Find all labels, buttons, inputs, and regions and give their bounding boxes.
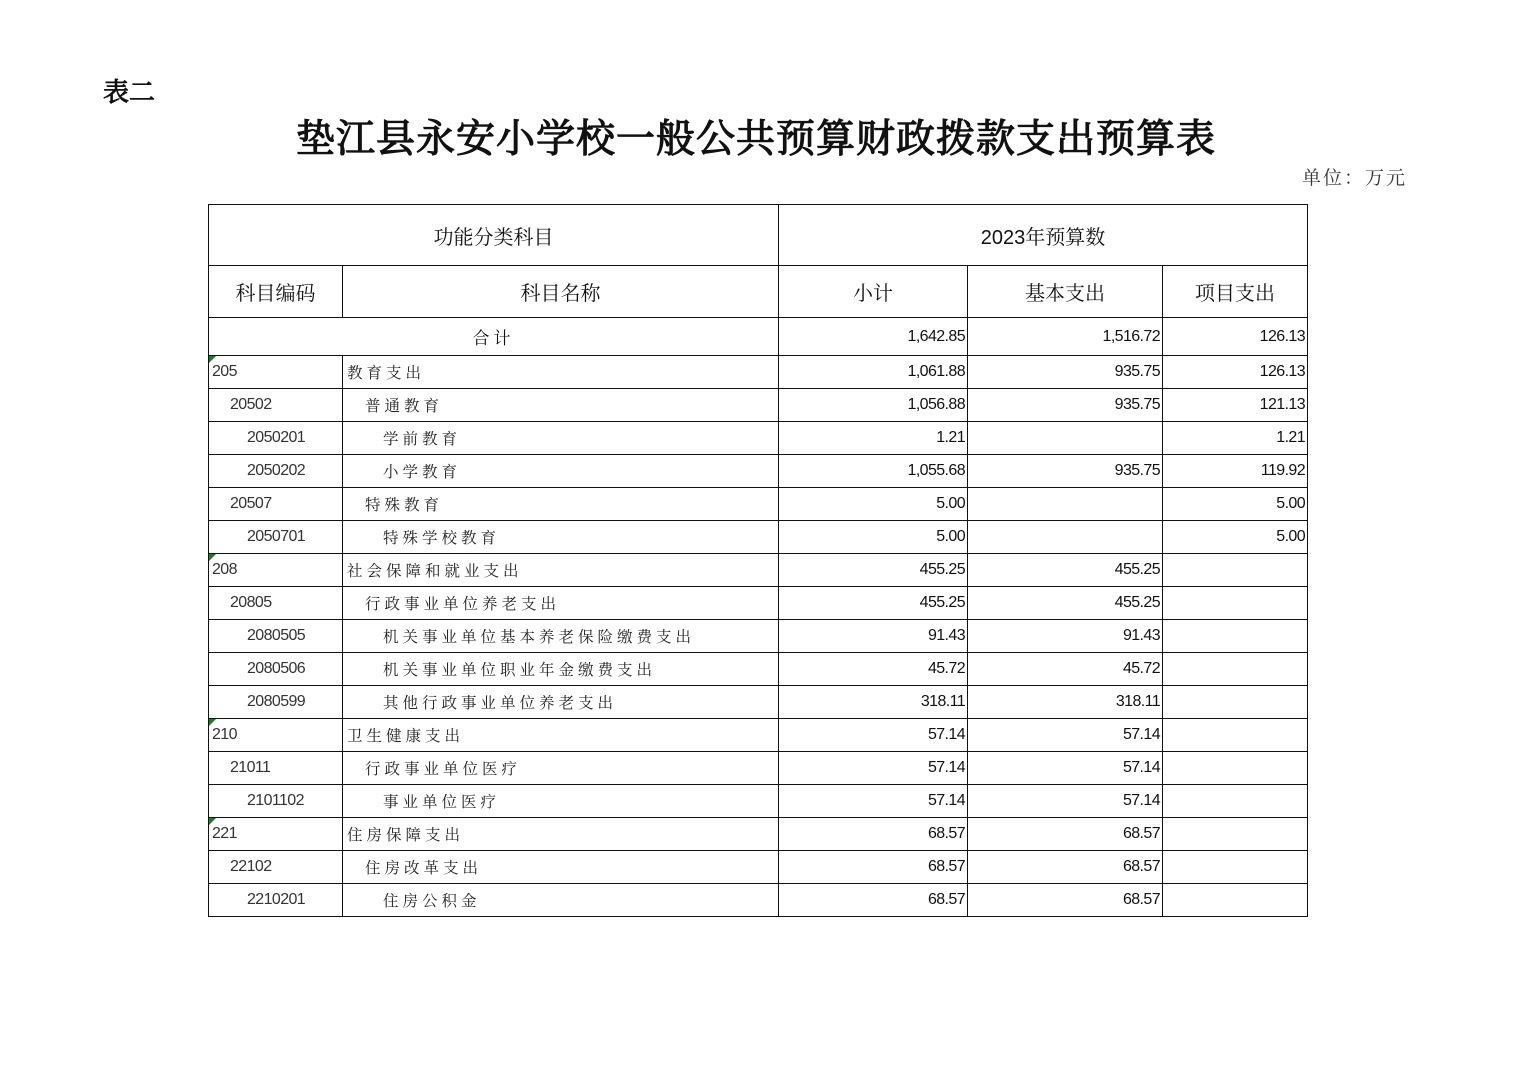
table-row xyxy=(209,455,1308,488)
total-label: 合计 xyxy=(209,318,779,356)
row-basic: 935.75 xyxy=(968,389,1163,422)
row-project xyxy=(1163,587,1308,620)
row-basic xyxy=(968,488,1163,521)
table-row xyxy=(209,851,1308,884)
row-project xyxy=(1163,719,1308,752)
table-row xyxy=(209,653,1308,686)
row-code-cell xyxy=(209,785,343,818)
row-name: 特殊教育 xyxy=(343,488,779,521)
row-subtotal: 1,056.88 xyxy=(779,389,968,422)
cell-marker-icon xyxy=(209,356,216,363)
row-subtotal: 455.25 xyxy=(779,554,968,587)
row-name: 机关事业单位基本养老保险缴费支出 xyxy=(343,620,779,653)
basic-column-header: 基本支出 xyxy=(968,266,1163,318)
project-column-header: 项目支出 xyxy=(1163,266,1308,318)
row-code: 20507 xyxy=(230,495,272,512)
row-basic: 68.57 xyxy=(968,818,1163,851)
table-row xyxy=(209,752,1308,785)
total-project: 126.13 xyxy=(1163,318,1308,356)
row-basic: 318.11 xyxy=(968,686,1163,719)
row-subtotal: 68.57 xyxy=(779,851,968,884)
table-row xyxy=(209,620,1308,653)
row-name: 学前教育 xyxy=(343,422,779,455)
row-code: 2080599 xyxy=(247,693,306,710)
row-subtotal: 455.25 xyxy=(779,587,968,620)
row-basic: 455.25 xyxy=(968,554,1163,587)
row-project xyxy=(1163,851,1308,884)
row-name: 行政事业单位养老支出 xyxy=(343,587,779,620)
table-row xyxy=(209,785,1308,818)
budget-table xyxy=(208,204,1308,917)
row-basic: 68.57 xyxy=(968,851,1163,884)
row-code: 20502 xyxy=(230,396,272,413)
cell-marker-icon xyxy=(209,719,216,726)
row-name: 住房保障支出 xyxy=(343,818,779,851)
row-subtotal: 1,055.68 xyxy=(779,455,968,488)
row-subtotal: 5.00 xyxy=(779,521,968,554)
row-basic: 45.72 xyxy=(968,653,1163,686)
table-row xyxy=(209,818,1308,851)
row-subtotal: 45.72 xyxy=(779,653,968,686)
row-project: 126.13 xyxy=(1163,356,1308,389)
row-subtotal: 318.11 xyxy=(779,686,968,719)
row-project: 1.21 xyxy=(1163,422,1308,455)
row-basic: 935.75 xyxy=(968,455,1163,488)
row-name: 特殊学校教育 xyxy=(343,521,779,554)
row-code: 2210201 xyxy=(247,891,306,908)
row-code-cell xyxy=(209,653,343,686)
table-row xyxy=(209,884,1308,917)
row-basic: 57.14 xyxy=(968,752,1163,785)
row-project xyxy=(1163,554,1308,587)
row-project xyxy=(1163,818,1308,851)
subtotal-column-header: 小计 xyxy=(779,266,968,318)
row-project: 5.00 xyxy=(1163,488,1308,521)
row-name: 机关事业单位职业年金缴费支出 xyxy=(343,653,779,686)
table-row xyxy=(209,554,1308,587)
row-name: 其他行政事业单位养老支出 xyxy=(343,686,779,719)
row-subtotal: 5.00 xyxy=(779,488,968,521)
code-column-header: 科目编码 xyxy=(209,266,343,318)
row-subtotal: 57.14 xyxy=(779,785,968,818)
row-name: 教育支出 xyxy=(343,356,779,389)
row-code-cell xyxy=(209,521,343,554)
row-code: 2080505 xyxy=(247,627,306,644)
table-row xyxy=(209,356,1308,389)
row-code: 2050202 xyxy=(247,462,306,479)
row-code-cell xyxy=(209,389,343,422)
header-row-main xyxy=(209,205,1308,266)
row-code-cell xyxy=(209,488,343,521)
row-project xyxy=(1163,752,1308,785)
table-row xyxy=(209,686,1308,719)
row-subtotal: 68.57 xyxy=(779,818,968,851)
row-name: 卫生健康支出 xyxy=(343,719,779,752)
row-project xyxy=(1163,686,1308,719)
row-code-cell xyxy=(209,554,343,587)
row-name: 小学教育 xyxy=(343,455,779,488)
table-row xyxy=(209,488,1308,521)
row-subtotal: 1.21 xyxy=(779,422,968,455)
row-project: 121.13 xyxy=(1163,389,1308,422)
row-code: 2050701 xyxy=(247,528,306,545)
row-subtotal: 68.57 xyxy=(779,884,968,917)
row-code-cell xyxy=(209,620,343,653)
row-name: 住房改革支出 xyxy=(343,851,779,884)
row-code-cell xyxy=(209,851,343,884)
row-subtotal: 57.14 xyxy=(779,752,968,785)
row-project xyxy=(1163,620,1308,653)
row-project xyxy=(1163,653,1308,686)
page-title: 垫江县永安小学校一般公共预算财政拨款支出预算表 xyxy=(295,116,1216,162)
row-project: 119.92 xyxy=(1163,455,1308,488)
row-subtotal: 91.43 xyxy=(779,620,968,653)
table-number-label: 表二 xyxy=(103,78,156,108)
budget-year-header: 2023年预算数 xyxy=(779,205,1308,266)
row-code: 210 xyxy=(212,726,237,743)
row-basic: 57.14 xyxy=(968,785,1163,818)
row-name: 住房公积金 xyxy=(343,884,779,917)
row-code: 2101102 xyxy=(247,792,304,809)
row-code-cell xyxy=(209,356,343,389)
header-row-sub xyxy=(209,266,1308,318)
total-basic: 1,516.72 xyxy=(968,318,1163,356)
row-code: 2050201 xyxy=(247,429,306,446)
row-code: 221 xyxy=(212,825,237,842)
row-name: 普通教育 xyxy=(343,389,779,422)
row-name: 社会保障和就业支出 xyxy=(343,554,779,587)
row-basic: 455.25 xyxy=(968,587,1163,620)
table-row xyxy=(209,422,1308,455)
row-basic xyxy=(968,422,1163,455)
row-basic: 68.57 xyxy=(968,884,1163,917)
row-code: 2080506 xyxy=(247,660,306,677)
table-row xyxy=(209,719,1308,752)
row-project xyxy=(1163,785,1308,818)
total-subtotal: 1,642.85 xyxy=(779,318,968,356)
row-code-cell xyxy=(209,752,343,785)
row-subtotal: 57.14 xyxy=(779,719,968,752)
row-basic: 57.14 xyxy=(968,719,1163,752)
row-code-cell xyxy=(209,686,343,719)
table-row xyxy=(209,587,1308,620)
table-row xyxy=(209,389,1308,422)
row-project: 5.00 xyxy=(1163,521,1308,554)
cell-marker-icon xyxy=(209,554,216,561)
total-row xyxy=(209,318,1308,356)
row-code-cell xyxy=(209,884,343,917)
row-subtotal: 1,061.88 xyxy=(779,356,968,389)
row-code: 208 xyxy=(212,561,237,578)
row-basic: 935.75 xyxy=(968,356,1163,389)
row-code-cell xyxy=(209,719,343,752)
cell-marker-icon xyxy=(209,818,216,825)
functional-category-header: 功能分类科目 xyxy=(209,205,779,266)
name-column-header: 科目名称 xyxy=(343,266,779,318)
row-basic: 91.43 xyxy=(968,620,1163,653)
row-code: 21011 xyxy=(230,759,271,776)
row-project xyxy=(1163,884,1308,917)
row-code: 205 xyxy=(212,363,237,380)
row-name: 事业单位医疗 xyxy=(343,785,779,818)
row-code: 20805 xyxy=(230,594,272,611)
row-basic xyxy=(968,521,1163,554)
row-name: 行政事业单位医疗 xyxy=(343,752,779,785)
unit-label: 单位：万元 xyxy=(1302,167,1408,189)
row-code-cell xyxy=(209,818,343,851)
row-code-cell xyxy=(209,455,343,488)
table-row xyxy=(209,521,1308,554)
row-code-cell xyxy=(209,587,343,620)
row-code-cell xyxy=(209,422,343,455)
row-code: 22102 xyxy=(230,858,272,875)
